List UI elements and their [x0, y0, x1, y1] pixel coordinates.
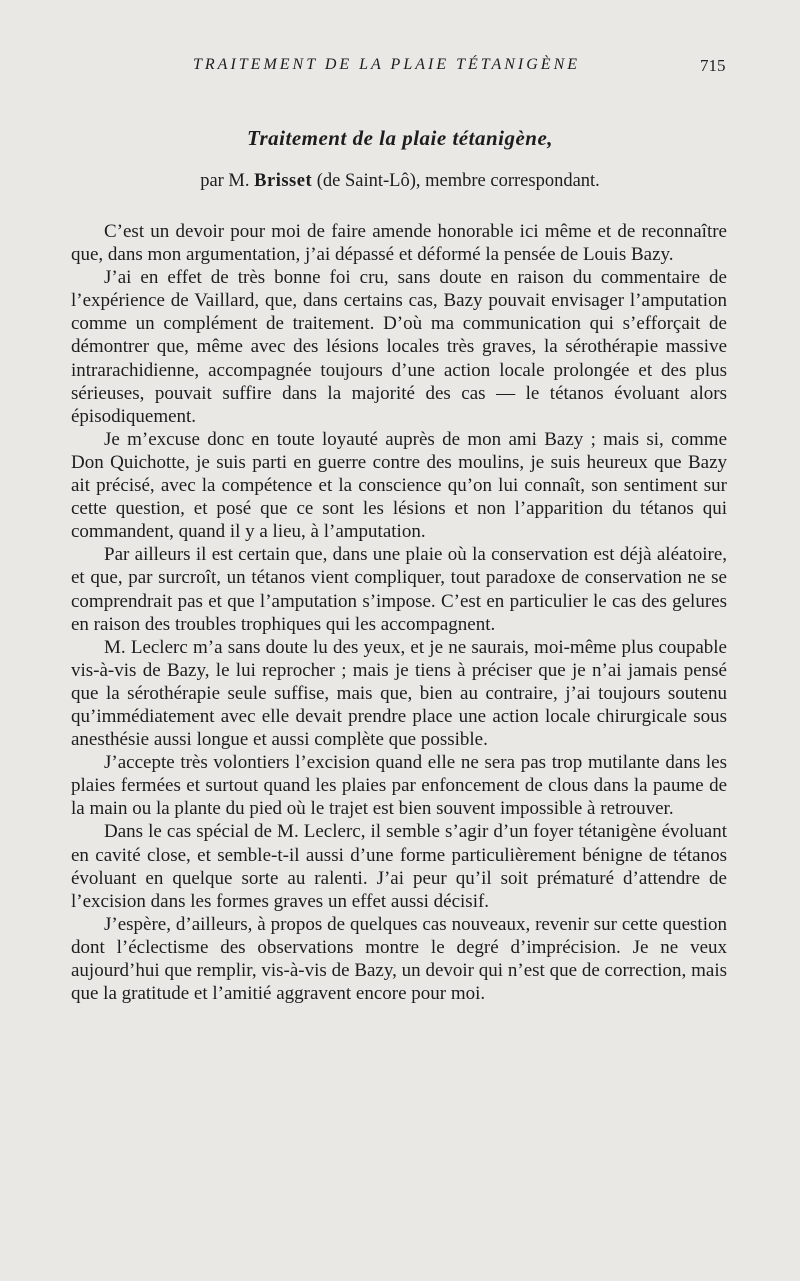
paragraph: J’espère, d’ailleurs, à propos de quelques cas nouveaux, revenir sur cette question dont l’éclectisme des observations montre le degré d’imprécision. Je ne veux aujourd’hui que remplir, vis-à-vis de Bazy, un devoir qui n’est que de correction, mais que la gratitude et l’amitié aggravent encore pour moi. [71, 913, 727, 1005]
article-body [71, 220, 727, 1005]
author-name: Brisset [254, 171, 313, 191]
paragraph: Par ailleurs il est certain que, dans une plaie où la conservation est déjà aléatoire, et que, par surcroît, un tétanos vient compliquer, tout paradoxe de conservation ne se comprendrait pas et que l’amputation s’impose. C’est en particulier le cas des gelures en raison des troubles trophiques qui les accompagnent. [71, 544, 727, 635]
byline-suffix: (de Saint-Lô), membre correspondant. [316, 171, 600, 191]
paragraph: Dans le cas spécial de M. Leclerc, il semble s’agir d’un foyer tétanigène évoluant en cavité close, et semble-t-il aussi d’une forme particulièrement bénigne de tétanos évoluant en quelque sorte au ralenti. J’ai peur qu’il soit prématuré d’attendre de l’excision dans les formes graves un effet aussi décisif. [71, 821, 727, 912]
paragraph: J’ai en effet de très bonne foi cru, sans doute en raison du commentaire de l’expérience de Vaillard, que, dans certains cas, Bazy pouvait envisager l’amputation comme un complément de traitement. D’où ma communication qui s’efforçait de démontrer que, même avec des lésions locales très graves, la sérothérapie massive intrarachidienne, accompagnée toujours d’une action locale prolongée et des plus sérieuses, pouvait suffire dans la majorité des cas — le tétanos évoluant alors épisodiquement. [71, 267, 727, 427]
paragraph: C’est un devoir pour moi de faire amende honorable ici même et de reconnaître que, dans mon argumentation, j’ai dépassé et déformé la pensée de Louis Bazy. [71, 221, 727, 266]
paragraph: M. Leclerc m’a sans doute lu des yeux, et je ne saurais, moi-même plus coupable vis-à-vis de Bazy, le lui reprocher ; mais je tiens à préciser que je n’ai jamais pensé que la sérothérapie seule suffise, mais que, bien au contraire, j’ai toujours soutenu qu’immédiatement avec elle devait prendre place une action locale chirurgicale sous anesthésie aussi longue et aussi complète que possible. [71, 636, 727, 751]
byline [0, 171, 800, 192]
running-title: TRAITEMENT DE LA PLAIE TÉTANIGÈNE [193, 56, 581, 73]
paragraph: J’accepte très volontiers l’excision quand elle ne sera pas trop mutilante dans les plaies fermées et surtout quand les plaies par enfoncement de clous dans la paume de la main ou la plante du pied où le trajet est bien souvent impossible à retrouver. [71, 752, 727, 820]
byline-prefix: par M. [200, 171, 250, 191]
paragraph: Je m’excuse donc en toute loyauté auprès de mon ami Bazy ; mais si, comme Don Quichotte, je suis parti en guerre contre des moulins, je suis heureux que Bazy ait précisé, avec la compétence et la conscience qu’on lui connaît, son sentiment sur cette question, et posé que ce sont les lésions et non l’apparition du tétanos qui commandent, quand il y a lieu, à l’amputation. [71, 428, 727, 543]
page-number: 715 [700, 56, 726, 75]
article-title: Traitement de la plaie tétanigène, [246, 126, 554, 150]
